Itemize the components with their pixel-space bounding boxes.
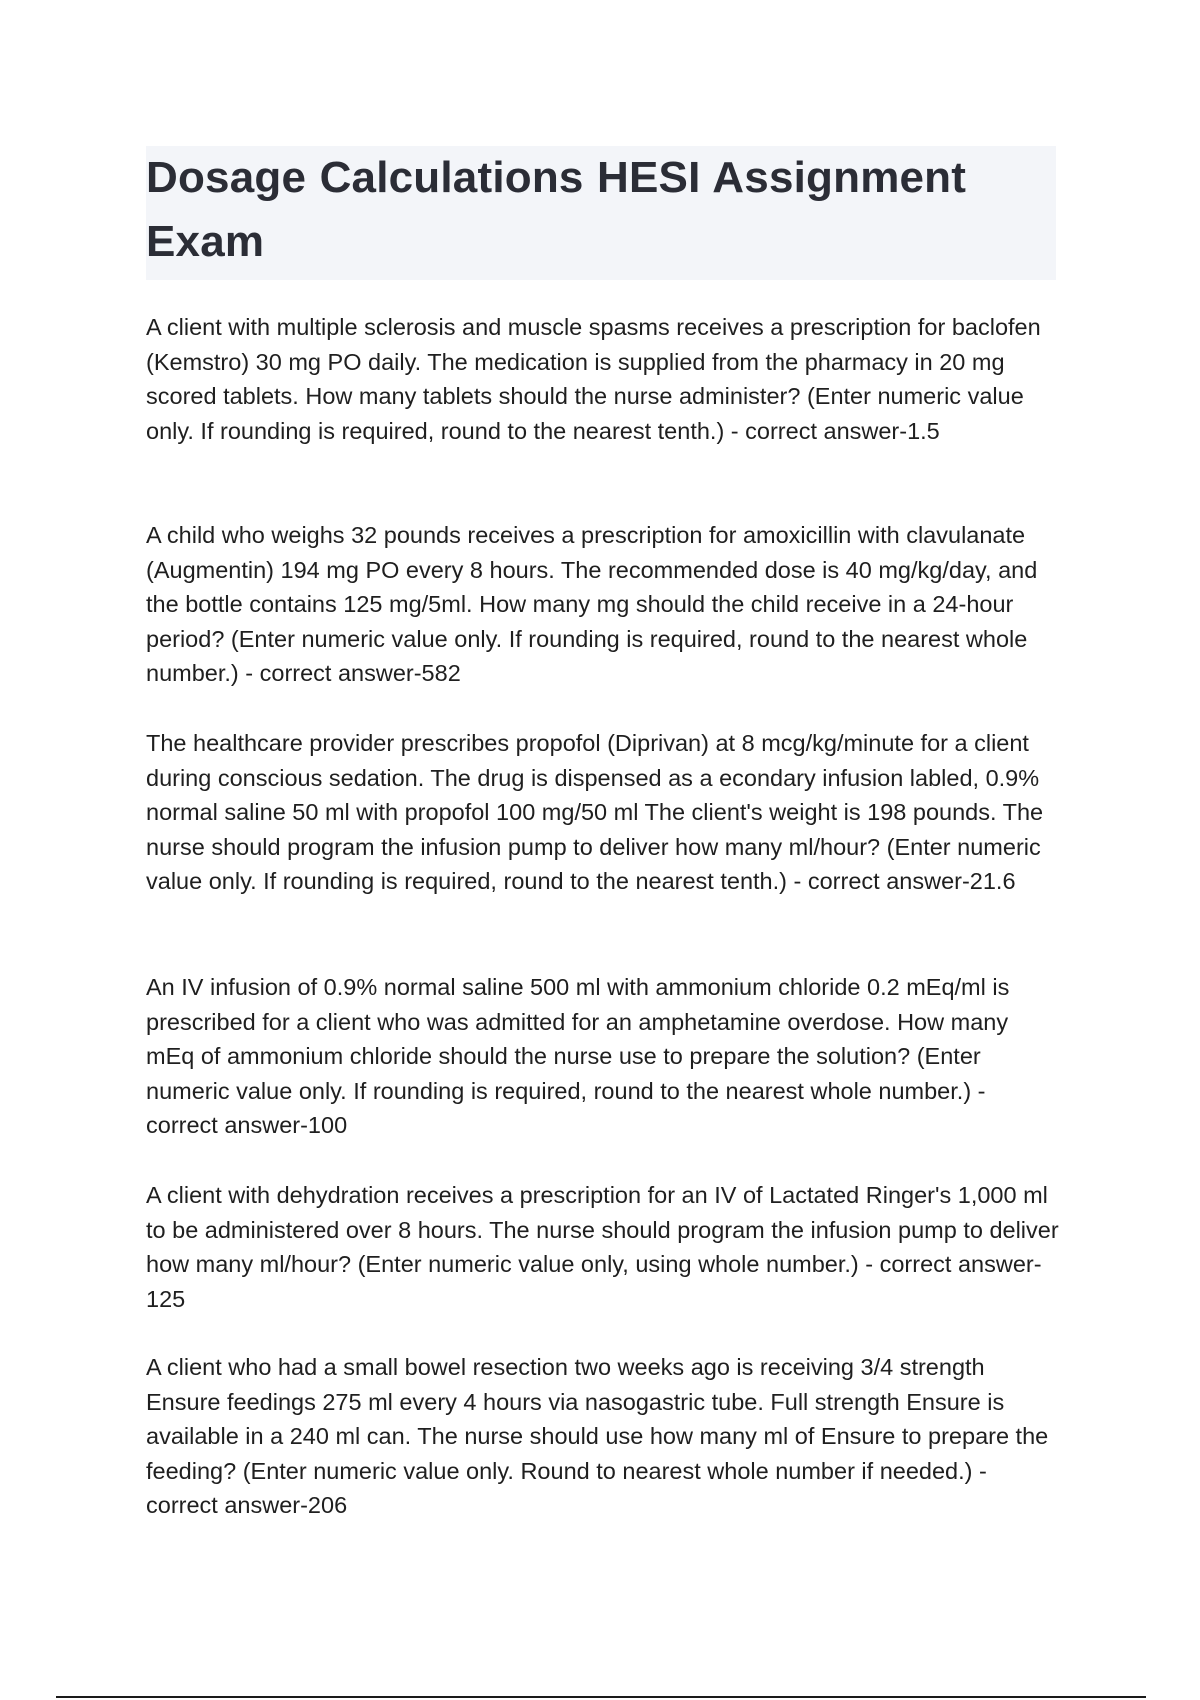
question-item: A client with dehydration receives a prescription for an IV of Lactated Ringer's 1,000 ml to be administered over 8 hours. The nurse should program the infusion pump to deliver how many ml/hour? (Enter numeric value only, using whole number.) - correct answer-125	[146, 1182, 1059, 1312]
question-item: A client who had a small bowel resection two weeks ago is receiving 3/4 strength Ensure feedings 275 ml every 4 hours via nasogastric tube. Full strength Ensure is available in a 240 ml can. The nurse should use how many ml of Ensure to prepare the feeding? (Enter numeric value only. Round to nearest whole number if needed.) - correct answer-206	[146, 1354, 1049, 1519]
question-item: An IV infusion of 0.9% normal saline 500 ml with ammonium chloride 0.2 mEq/ml is prescribed for a client who was admitted for an amphetamine overdose. How many mEq of ammonium chloride should the nurse use to prepare the solution? (Enter numeric value only. If rounding is required, round to the nearest whole number.) - correct answer-100	[146, 974, 1010, 1139]
document-title: Dosage Calculations HESI Assignment Exam	[146, 153, 967, 266]
page-bottom-rule	[56, 1696, 1146, 1698]
question-item: A client with multiple sclerosis and muscle spasms receives a prescription for baclofen (Kemstro) 30 mg PO daily. The medication is supplied from the pharmacy in 20 mg scored tablets. How many tablets should the nurse administer? (Enter numeric value only. If rounding is required, round to the nearest tenth.) - correct answer-1.5	[146, 314, 1041, 444]
question-item: The healthcare provider prescribes propofol (Diprivan) at 8 mcg/kg/minute for a client during conscious sedation. The drug is dispensed as a econdary infusion labled, 0.9% normal saline 50 ml with propofol 100 mg/50 ml The client's weight is 198 pounds. The nurse should program the infusion pump to deliver how many ml/hour? (Enter numeric value only. If rounding is required, round to the nearest tenth.) - correct answer-21.6	[146, 730, 1044, 895]
title-banner	[146, 146, 1056, 280]
question-item: A child who weighs 32 pounds receives a prescription for amoxicillin with clavulanate (Augmentin) 194 mg PO every 8 hours. The recommended dose is 40 mg/kg/day, and the bottle contains 125 mg/5ml. How many mg should the child receive in a 24-hour period? (Enter numeric value only. If rounding is required, round to the nearest whole number.) - correct answer-582	[146, 522, 1038, 687]
